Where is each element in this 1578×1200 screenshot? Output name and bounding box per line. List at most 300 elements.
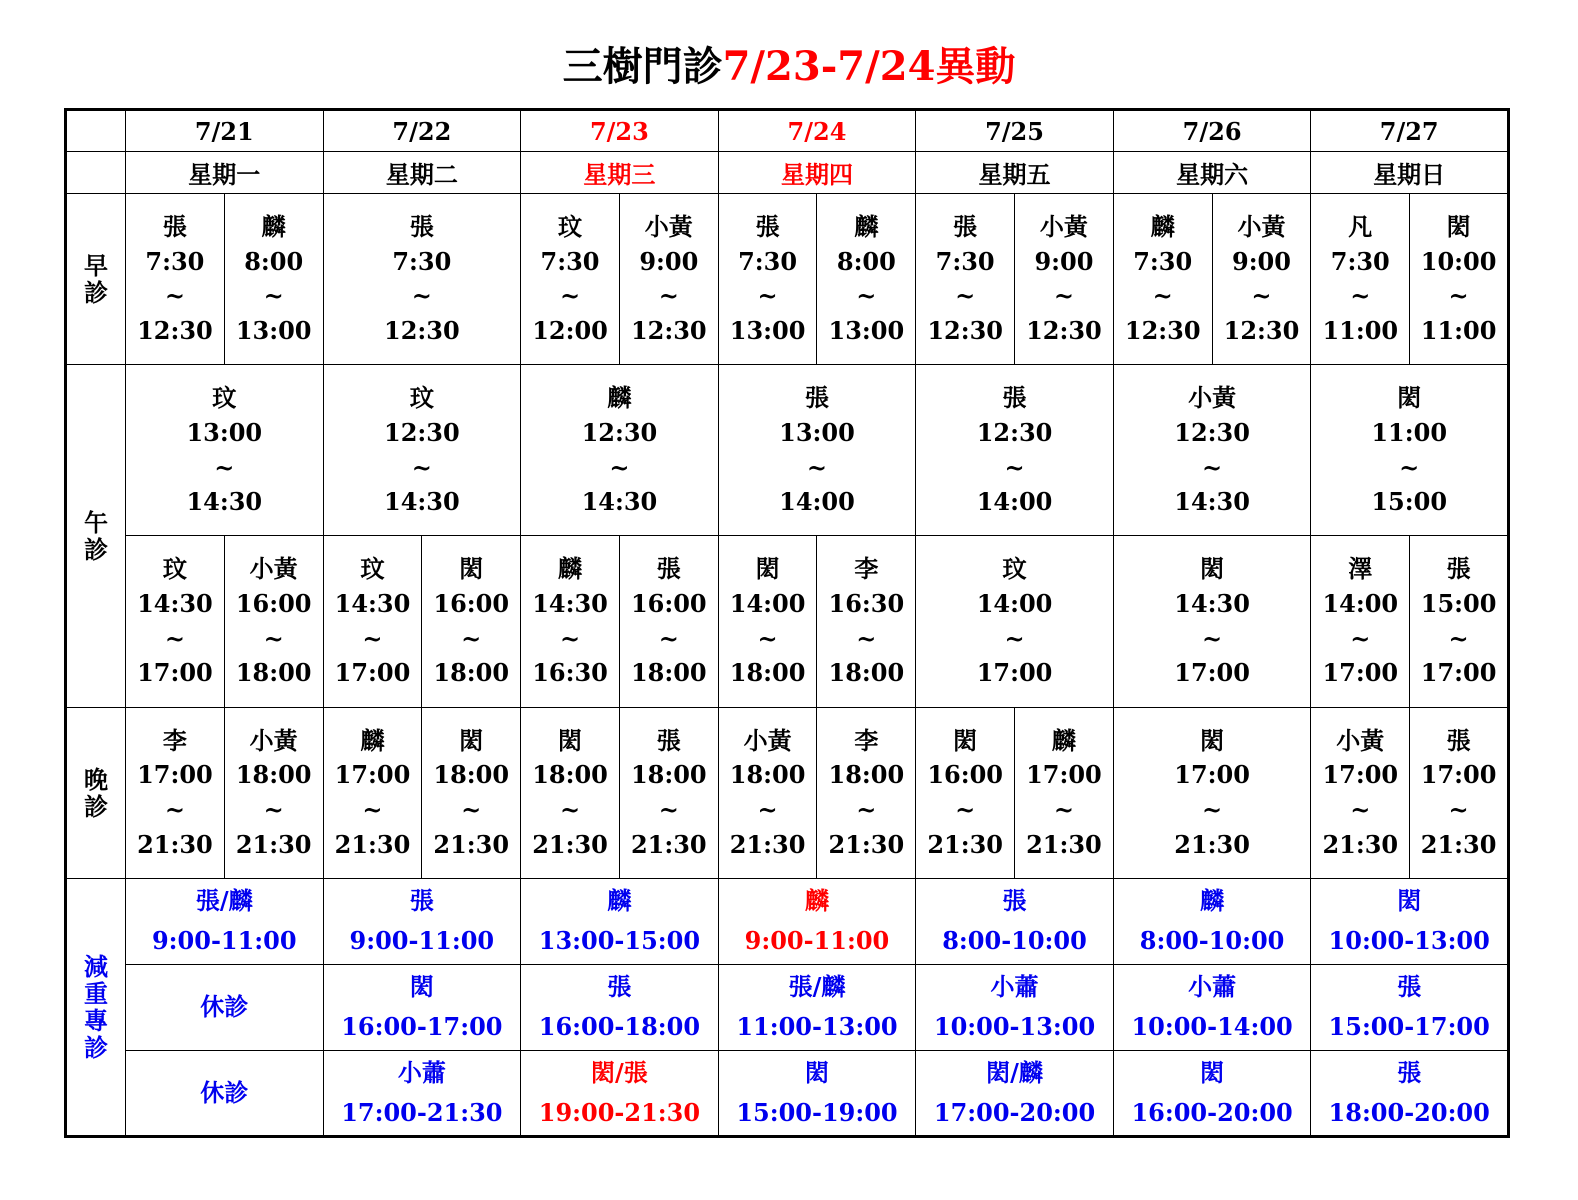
slot-content: [719, 376, 916, 524]
slot-content: [916, 1053, 1113, 1133]
slot-content: [719, 967, 916, 1047]
weekday-cell: [1311, 152, 1509, 194]
weightloss-cell: [1113, 878, 1311, 964]
slot-content: [1311, 719, 1409, 867]
weekday-cell: [126, 152, 324, 194]
end-time: 14:00: [976, 487, 1053, 517]
shift-cell: [521, 707, 620, 878]
tilde: ~: [164, 623, 185, 653]
shift-cell: [1212, 194, 1311, 365]
slot-content: [817, 719, 915, 867]
doctor-name: 張: [656, 554, 681, 584]
weightloss-cell: [126, 1050, 324, 1136]
weightloss-cell: [126, 878, 324, 964]
date-cell: [323, 110, 521, 152]
doctor-name: 玟: [558, 212, 583, 242]
weightloss-cell: [916, 964, 1114, 1050]
slot-content: [817, 547, 915, 695]
slot-content: [1311, 547, 1409, 695]
slot-content: [1114, 205, 1212, 353]
tilde: ~: [411, 452, 432, 482]
slot-content: [126, 547, 224, 695]
end-time: 18:00: [235, 658, 312, 688]
date-cell: [718, 110, 916, 152]
slot-content: [324, 547, 422, 695]
tilde: ~: [1004, 452, 1025, 482]
tilde: ~: [1350, 623, 1371, 653]
doctor-name: 張: [1446, 554, 1471, 584]
end-time: 14:30: [384, 487, 460, 517]
slot-content: [126, 881, 323, 961]
slot-content: [620, 547, 718, 695]
doctor-name: 麟: [1200, 886, 1225, 916]
end-time: 21:30: [1322, 829, 1399, 859]
start-time: 12:30: [581, 417, 658, 447]
slot-content: [916, 967, 1113, 1047]
end-time: 21:30: [729, 829, 806, 859]
weightloss-row: [66, 964, 1509, 1050]
shift-cell: [817, 536, 916, 707]
doctor-name: 麟: [1051, 725, 1076, 755]
tilde: ~: [1053, 794, 1074, 824]
start-time: 16:00: [235, 589, 312, 619]
weightloss-cell: [718, 964, 916, 1050]
slot-content: [916, 719, 1014, 867]
slot-content: [817, 205, 915, 353]
slot-content: [225, 205, 323, 353]
page-title: [0, 42, 1578, 92]
end-time: 16:30: [532, 658, 608, 688]
tilde: ~: [856, 623, 877, 653]
doctor-name: 小蕭: [1188, 972, 1237, 1002]
title-highlight: 7/23-7/24異動: [722, 43, 1016, 90]
shift-cell: [1015, 194, 1114, 365]
start-time: 17:00: [1420, 760, 1497, 790]
shift-cell: [224, 536, 323, 707]
end-time: 12:30: [384, 316, 460, 346]
doctor-name: 小蕭: [397, 1057, 446, 1087]
weightloss-cell: [1311, 1050, 1509, 1136]
doctor-name: 小黃: [1336, 725, 1385, 755]
doctor-name: 張: [409, 886, 434, 916]
start-time: 14:30: [137, 589, 213, 619]
end-time: 21:30: [927, 829, 1003, 859]
time-range: 8:00-10:00: [1139, 926, 1285, 956]
doctor-name: 閎: [1200, 554, 1225, 584]
weekday-label: 星期三: [583, 160, 656, 190]
date-cell: [916, 110, 1114, 152]
tilde: ~: [1202, 623, 1223, 653]
doctor-name: 小黃: [249, 725, 298, 755]
doctor-name: 張: [1002, 383, 1027, 413]
weekday-row: [66, 152, 1509, 194]
slot-content: [1015, 719, 1113, 867]
doctor-name: 小黃: [743, 725, 792, 755]
doctor-name: 閎: [1446, 212, 1471, 242]
end-time: 13:00: [828, 316, 905, 346]
start-time: 18:00: [532, 760, 608, 790]
row-header-char: 早: [84, 251, 108, 281]
start-time: 16:00: [927, 760, 1003, 790]
doctor-name: 凡: [1348, 212, 1373, 242]
tilde: ~: [461, 623, 482, 653]
doctor-name: 小蕭: [990, 972, 1039, 1002]
weekday-label: 星期日: [1373, 160, 1446, 190]
shift-cell: [1311, 365, 1509, 536]
tilde: ~: [1251, 281, 1272, 311]
shift-cell: [126, 536, 225, 707]
weightloss-row: [66, 878, 1509, 964]
doctor-name: 麟: [607, 383, 632, 413]
weightloss-cell: [126, 964, 324, 1050]
weekday-cell: [521, 152, 719, 194]
doctor-name: 閎: [953, 725, 978, 755]
slot-content: [126, 205, 224, 353]
doctor-name: 閎: [459, 554, 484, 584]
tilde: ~: [164, 794, 185, 824]
end-time: 17:00: [1322, 658, 1399, 688]
doctor-name: 張: [953, 212, 978, 242]
slot-content: [916, 376, 1113, 524]
doctor-name: 李: [854, 725, 879, 755]
evening-header: [66, 707, 126, 878]
row-header-char: 專: [84, 1005, 108, 1035]
doctor-name: 玟: [360, 554, 385, 584]
shift-cell: [323, 536, 422, 707]
tilde: ~: [757, 623, 778, 653]
doctor-name: 小黃: [1237, 212, 1286, 242]
start-time: 10:00: [1420, 246, 1497, 276]
shift-cell: [817, 194, 916, 365]
doctor-name: 小黃: [249, 554, 298, 584]
tilde: ~: [263, 623, 284, 653]
end-time: 11:00: [1322, 316, 1399, 346]
date-row: [66, 110, 1509, 152]
weightloss-cell: [521, 1050, 719, 1136]
shift-cell: [224, 194, 323, 365]
start-time: 15:00: [1420, 589, 1497, 619]
slot-content: [126, 967, 323, 1047]
afternoon-row-2: [66, 536, 1509, 707]
tilde: ~: [362, 623, 383, 653]
doctor-name: 張/麟: [788, 972, 846, 1002]
start-time: 17:00: [1026, 760, 1102, 790]
slot-content: [1311, 205, 1409, 353]
end-time: 18:00: [828, 658, 905, 688]
doctor-name: 張: [1397, 1057, 1422, 1087]
doctor-name: 張: [1397, 972, 1422, 1002]
tilde: ~: [461, 794, 482, 824]
slot-content: [719, 881, 916, 961]
shift-cell: [718, 536, 817, 707]
doctor-name: 麟: [261, 212, 286, 242]
shift-cell: [422, 536, 521, 707]
start-time: 12:30: [384, 417, 460, 447]
shift-cell: [916, 194, 1015, 365]
start-time: 17:00: [334, 760, 411, 790]
slot-content: [916, 547, 1113, 695]
date-cell: [521, 110, 719, 152]
shift-cell: [1410, 707, 1509, 878]
shift-cell: [1311, 536, 1410, 707]
start-time: 7:30: [1330, 246, 1390, 276]
title-main: 三樹門診: [562, 43, 723, 90]
date-label: 7/25: [985, 116, 1044, 146]
slot-content: [324, 376, 521, 524]
start-time: 17:00: [137, 760, 213, 790]
tilde: ~: [658, 281, 679, 311]
tilde: ~: [609, 452, 630, 482]
afternoon-header: [66, 365, 126, 707]
weightloss-cell: [323, 1050, 521, 1136]
doctor-name: 張: [804, 383, 829, 413]
doctor-name: 閎/麟: [986, 1057, 1043, 1087]
slot-content: [521, 967, 718, 1047]
weightloss-cell: [1311, 878, 1509, 964]
doctor-name: 麟: [558, 554, 583, 584]
slot-content: [422, 547, 520, 695]
row-header-char: 減: [84, 951, 108, 981]
start-time: 7:30: [145, 246, 205, 276]
shift-cell: [619, 707, 718, 878]
row-header-char: 重: [84, 978, 108, 1008]
tilde: ~: [955, 281, 976, 311]
doctor-name: 玟: [212, 383, 237, 413]
shift-cell: [916, 707, 1015, 878]
doctor-name: 麟: [1150, 212, 1175, 242]
slot-content: [620, 205, 718, 353]
doctor-name: 玟: [409, 383, 434, 413]
end-time: 15:00: [1371, 487, 1448, 517]
corner-cell: [66, 110, 126, 152]
slot-content: [521, 376, 718, 524]
doctor-name: 張: [162, 212, 187, 242]
slot-content: [225, 547, 323, 695]
tilde: ~: [164, 281, 185, 311]
doctor-name: 麟: [804, 886, 829, 916]
doctor-name: 麟: [607, 886, 632, 916]
shift-cell: [323, 707, 422, 878]
end-time: 21:30: [532, 829, 608, 859]
weekday-label: 星期一: [188, 160, 261, 190]
start-time: 14:00: [976, 589, 1053, 619]
shift-cell: [718, 365, 916, 536]
tilde: ~: [1004, 623, 1025, 653]
tilde: ~: [1053, 281, 1074, 311]
tilde: ~: [856, 794, 877, 824]
slot-content: [521, 547, 619, 695]
time-range: 15:00-19:00: [736, 1097, 898, 1127]
time-range: 19:00-21:30: [538, 1097, 701, 1127]
doctor-name: 休診: [200, 1077, 249, 1107]
shift-cell: [916, 536, 1114, 707]
shift-cell: [1015, 707, 1114, 878]
time-range: 9:00-11:00: [744, 926, 890, 956]
doctor-name: 小黃: [1039, 212, 1088, 242]
shift-cell: [323, 194, 521, 365]
tilde: ~: [1448, 623, 1469, 653]
shift-cell: [1113, 707, 1311, 878]
weightloss-cell: [323, 964, 521, 1050]
slot-content: [1311, 881, 1507, 961]
start-time: 18:00: [630, 760, 707, 790]
doctor-name: 閎: [459, 725, 484, 755]
tilde: ~: [856, 281, 877, 311]
tilde: ~: [1448, 281, 1469, 311]
shift-cell: [1311, 707, 1410, 878]
doctor-name: 閎: [804, 1057, 829, 1087]
slot-content: [324, 719, 422, 867]
tilde: ~: [1448, 794, 1469, 824]
weightloss-cell: [323, 878, 521, 964]
end-time: 21:30: [1026, 829, 1102, 859]
shift-cell: [817, 707, 916, 878]
weightloss-header: [66, 878, 126, 1136]
end-time: 14:30: [1174, 487, 1250, 517]
weekday-label: 星期五: [978, 160, 1051, 190]
slot-content: [521, 1053, 718, 1133]
end-time: 12:30: [630, 316, 707, 346]
row-header-char: 診: [84, 534, 108, 564]
end-time: 18:00: [630, 658, 707, 688]
time-range: 17:00-20:00: [933, 1097, 1096, 1127]
doctor-name: 閎: [409, 972, 434, 1002]
tilde: ~: [806, 452, 828, 482]
tilde: ~: [559, 794, 581, 824]
time-range: 17:00-21:30: [341, 1097, 503, 1127]
weightloss-cell: [1113, 964, 1311, 1050]
tilde: ~: [955, 794, 976, 824]
weekday-label: 星期二: [385, 160, 458, 190]
start-time: 11:00: [1371, 417, 1448, 447]
doctor-name: 張: [656, 725, 681, 755]
slot-content: [719, 1053, 916, 1133]
doctor-name: 閎: [1397, 383, 1422, 413]
end-time: 21:30: [828, 829, 905, 859]
tilde: ~: [214, 452, 235, 482]
doctor-name: 麟: [360, 725, 385, 755]
slot-content: [1410, 547, 1507, 695]
start-time: 16:00: [433, 589, 510, 619]
weightloss-cell: [521, 878, 719, 964]
slot-content: [1114, 547, 1311, 695]
shift-cell: [1311, 194, 1410, 365]
weekday-label: 星期四: [780, 160, 853, 190]
shift-cell: [521, 536, 620, 707]
weekday-cell: [1113, 152, 1311, 194]
start-time: 8:00: [244, 246, 304, 276]
end-time: 21:30: [334, 829, 411, 859]
time-range: 11:00-13:00: [736, 1012, 898, 1042]
end-time: 17:00: [137, 658, 213, 688]
weightloss-cell: [521, 964, 719, 1050]
end-time: 14:30: [581, 487, 658, 517]
end-time: 17:00: [1420, 658, 1497, 688]
slot-content: [916, 205, 1014, 353]
slot-content: [1410, 205, 1507, 353]
start-time: 8:00: [836, 246, 896, 276]
shift-cell: [323, 365, 521, 536]
start-time: 13:00: [186, 417, 263, 447]
date-cell: [1113, 110, 1311, 152]
evening-row: [66, 707, 1509, 878]
tilde: ~: [1202, 452, 1223, 482]
tilde: ~: [757, 794, 778, 824]
slot-content: [1114, 719, 1311, 867]
time-range: 10:00-13:00: [933, 1012, 1096, 1042]
start-time: 7:30: [540, 246, 600, 276]
slot-content: [1114, 1053, 1311, 1133]
tilde: ~: [658, 794, 679, 824]
slot-content: [324, 1053, 521, 1133]
weekday-cell: [916, 152, 1114, 194]
weightloss-cell: [718, 878, 916, 964]
doctor-name: 張: [755, 212, 780, 242]
start-time: 18:00: [729, 760, 806, 790]
shift-cell: [126, 194, 225, 365]
row-header-char: 午: [84, 507, 108, 537]
end-time: 12:30: [1223, 316, 1300, 346]
tilde: ~: [1202, 794, 1223, 824]
end-time: 12:30: [137, 316, 213, 346]
time-range: 10:00-14:00: [1131, 1012, 1293, 1042]
row-header-char: 晚: [84, 764, 108, 794]
tilde: ~: [263, 794, 284, 824]
start-time: 17:00: [1322, 760, 1399, 790]
date-label: 7/26: [1182, 116, 1242, 146]
end-time: 21:30: [433, 829, 510, 859]
tilde: ~: [362, 794, 383, 824]
tilde: ~: [1399, 452, 1420, 482]
doctor-name: 閎: [1200, 1057, 1225, 1087]
end-time: 21:30: [137, 829, 213, 859]
shift-cell: [126, 365, 324, 536]
end-time: 21:30: [1174, 829, 1250, 859]
date-label: 7/24: [787, 116, 847, 146]
date-label: 7/22: [392, 116, 452, 146]
end-time: 12:30: [1026, 316, 1102, 346]
afternoon-row-1: [66, 365, 1509, 536]
slot-content: [916, 881, 1113, 961]
end-time: 12:30: [1124, 316, 1201, 346]
slot-content: [719, 205, 817, 353]
doctor-name: 閎: [755, 554, 780, 584]
slot-content: [620, 719, 718, 867]
doctor-name: 張: [409, 212, 434, 242]
end-time: 18:00: [433, 658, 510, 688]
time-range: 15:00-17:00: [1328, 1012, 1490, 1042]
start-time: 14:30: [532, 589, 608, 619]
start-time: 14:30: [1174, 589, 1250, 619]
date-cell: [1311, 110, 1509, 152]
morning-row: [66, 194, 1509, 365]
time-range: 9:00-11:00: [349, 926, 495, 956]
doctor-name: 休診: [200, 992, 249, 1022]
tilde: ~: [1152, 281, 1173, 311]
slot-content: [225, 719, 323, 867]
slot-content: [1114, 376, 1311, 524]
end-time: 13:00: [235, 316, 312, 346]
start-time: 9:00: [1034, 246, 1094, 276]
shift-cell: [916, 365, 1114, 536]
tilde: ~: [263, 281, 284, 311]
doctor-name: 玟: [1002, 554, 1027, 584]
time-range: 8:00-10:00: [942, 926, 1087, 956]
row-header-char: 診: [84, 1032, 108, 1062]
shift-cell: [1113, 536, 1311, 707]
time-range: 13:00-15:00: [538, 926, 701, 956]
time-range: 16:00-20:00: [1131, 1097, 1293, 1127]
